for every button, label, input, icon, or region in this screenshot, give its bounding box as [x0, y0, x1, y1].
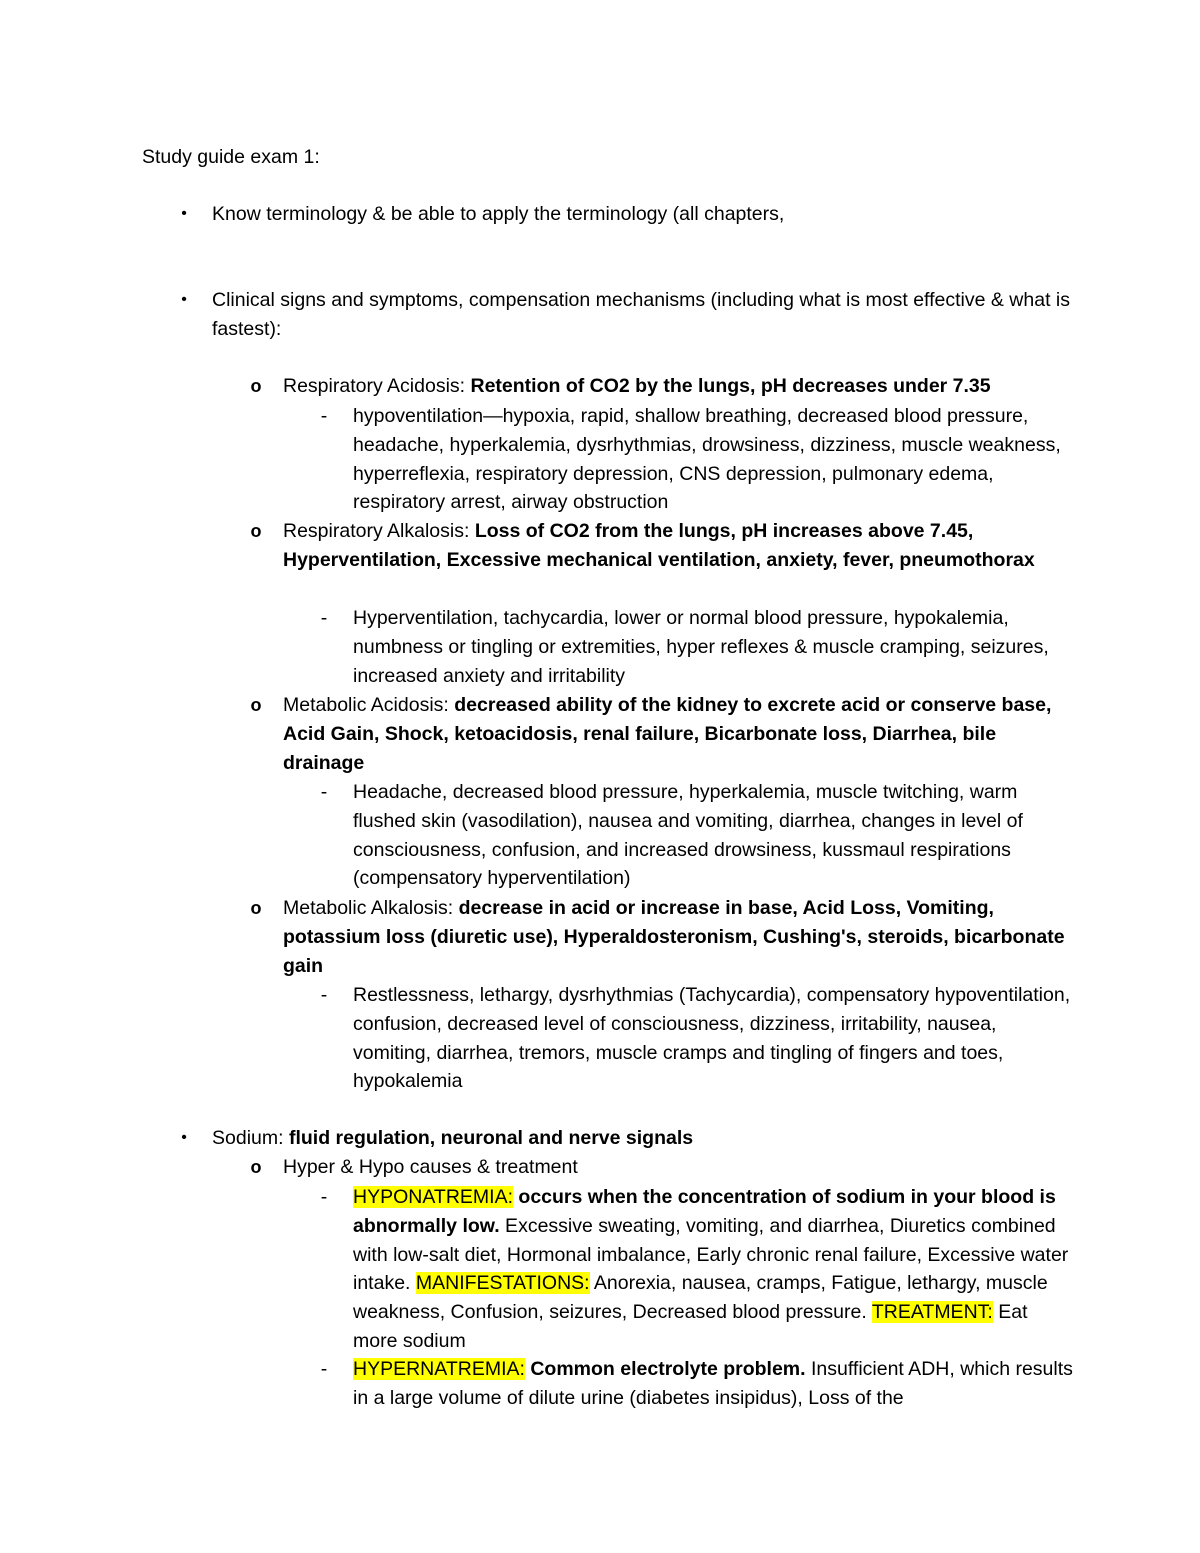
respiratory-acidosis-item: [283, 372, 1073, 401]
condition-label: Metabolic Acidosis:: [283, 694, 455, 716]
condition-label: Respiratory Acidosis:: [283, 375, 471, 397]
bullet-marker: •: [181, 205, 187, 222]
hyponatremia-definition: occurs when the concentration of sodium in your blood is abnormally low.: [353, 1186, 1056, 1237]
bullet-marker: •: [181, 291, 187, 308]
manifestations-heading: MANIFESTATIONS:: [415, 1272, 590, 1295]
circle-marker: o: [250, 521, 262, 541]
metabolic-alkalosis-symptoms: Restlessness, lethargy, dysrhythmias (Tachycardia), compensatory hypoventilation, confusion, decreased level of consciousness, dizziness, irritability, nausea, vomiting, diarrhea, tremors, muscle cramps and tingling of fingers and toes, hypokalemia: [353, 984, 1071, 1093]
hypernatremia-causes: Insufficient ADH, which results in a large volume of dilute urine (diabetes insipidus), Loss of the: [353, 1358, 1073, 1409]
circle-marker: o: [250, 695, 262, 715]
condition-label: Metabolic Alkalosis:: [283, 897, 459, 919]
condition-definition: decreased ability of the kidney to excrete acid or conserve base, Acid Gain, Shock, ketoacidosis, renal failure, Bicarbonate loss, Diarrhea, bile drainage: [283, 694, 1052, 774]
respiratory-alkalosis-symptoms: Hyperventilation, tachycardia, lower or normal blood pressure, hypokalemia, numbness or tingling or extremities, hyper reflexes & muscle cramping, seizures, increased anxiety and irritability: [353, 607, 1049, 687]
respiratory-acidosis-symptoms: hypoventilation—hypoxia, rapid, shallow breathing, decreased blood pressure, headache, hyperkalemia, dysrhythmias, drowsiness, dizziness, muscle weakness, hyperreflexia, respiratory depression, CNS depression, pulmonary edema, respiratory arrest, airway obstruction: [353, 405, 1061, 514]
list-item-clinical-signs: Clinical signs and symptoms, compensation mechanisms (including what is most effective & what is fastest):: [212, 289, 1070, 340]
list-item-sodium: [212, 1124, 1072, 1153]
condition-label: Respiratory Alkalosis:: [283, 520, 475, 542]
dash-marker: -: [320, 405, 328, 427]
dash-marker: -: [320, 607, 328, 629]
condition-definition: decrease in acid or increase in base, Acid Loss, Vomiting, potassium loss (diuretic use), Hyperaldosteronism, Cushing's, steroids, bicarbonate gain: [283, 897, 1065, 977]
hypernatremia-definition: Common electrolyte problem.: [524, 1358, 806, 1380]
hypernatremia-heading: HYPERNATREMIA:: [353, 1358, 525, 1380]
hyponatremia-manifestations: Anorexia, nausea, cramps, Fatigue, lethargy, muscle weakness, Confusion, seizures, Decreased blood pressure.: [353, 1272, 1048, 1324]
dash-marker: -: [320, 1358, 328, 1380]
sodium-label: Sodium:: [212, 1127, 289, 1149]
page-title: Study guide exam 1:: [142, 146, 320, 168]
respiratory-alkalosis-item: [283, 517, 1073, 575]
metabolic-acidosis-item: [283, 691, 1073, 777]
circle-marker: o: [250, 898, 262, 918]
hyponatremia-heading: HYPONATREMIA:: [353, 1186, 513, 1208]
metabolic-alkalosis-item: [283, 894, 1073, 980]
hyponatremia-treatment: Eat more sodium: [353, 1301, 1028, 1352]
sodium-subitem: Hyper & Hypo causes & treatment: [283, 1156, 578, 1178]
dash-marker: -: [320, 781, 328, 803]
sodium-definition: fluid regulation, neuronal and nerve signals: [288, 1127, 694, 1149]
dash-marker: -: [320, 984, 328, 1006]
condition-definition: Retention of CO2 by the lungs, pH decreases under 7.35: [470, 375, 991, 397]
treatment-heading: TREATMENT:: [871, 1301, 993, 1324]
dash-marker: -: [320, 1186, 328, 1208]
circle-marker: o: [250, 376, 262, 396]
bullet-marker: •: [181, 1129, 187, 1146]
condition-definition: Loss of CO2 from the lungs, pH increases above 7.45, Hyperventilation, Excessive mechanical ventilation, anxiety, fever, pneumothorax: [283, 520, 1035, 571]
hyponatremia-causes: Excessive sweating, vomiting, and diarrhea, Diuretics combined with low-salt diet, Hormonal imbalance, Early chronic renal failure, Excessive water intake.: [353, 1214, 1069, 1295]
hypernatremia-paragraph: [353, 1355, 1073, 1413]
metabolic-acidosis-symptoms: Headache, decreased blood pressure, hyperkalemia, muscle twitching, warm flushed skin (vasodilation), nausea and vomiting, diarrhea, changes in level of consciousness, confusion, and increased drowsiness, kussmaul respirations (compensatory hyperventilation): [353, 781, 1023, 890]
hyponatremia-paragraph: [353, 1183, 1073, 1356]
list-item-terminology: Know terminology & be able to apply the terminology (all chapters,: [212, 203, 785, 225]
circle-marker: o: [250, 1157, 262, 1177]
